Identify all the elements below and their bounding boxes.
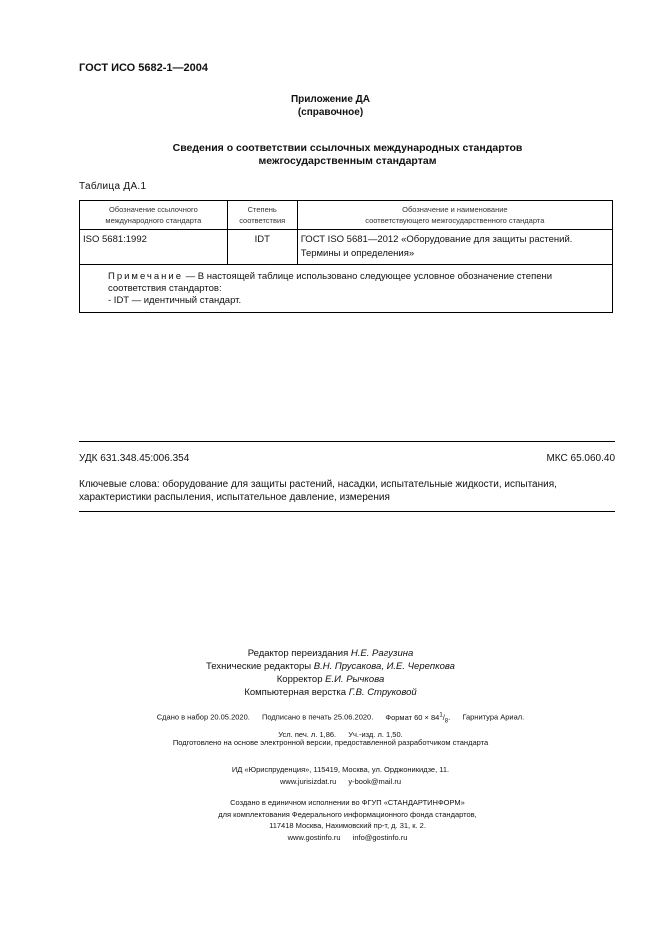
header-intl-line1: Обозначение ссылочного xyxy=(108,205,198,214)
print-info-line1 xyxy=(0,708,661,728)
credit-line xyxy=(0,673,661,686)
table-note-row xyxy=(80,265,613,313)
production-line3: 117418 Москва, Нахимовский пр-т, д. 31, к. 2. xyxy=(269,821,426,830)
print-format-num: 1 xyxy=(439,712,443,718)
credit-line xyxy=(0,660,661,673)
note-text: — В настоящей таблице использовано следующее условное обозначение степени соответствия стандартов: xyxy=(108,271,553,294)
production-line2: для комплектования Федерального информационного фонда стандартов, xyxy=(218,809,477,819)
header-national-standard xyxy=(297,201,612,230)
cell-degree: IDT xyxy=(227,230,297,265)
correspondence-table xyxy=(79,200,613,313)
print-info xyxy=(0,708,661,742)
print-sent: Сдано в набор 20.05.2020. xyxy=(156,712,250,722)
table-note xyxy=(80,265,613,313)
section-title-line2: межгосударственным стандартам xyxy=(258,155,437,167)
divider-top xyxy=(79,441,615,442)
production-contacts xyxy=(0,832,661,844)
annex-subtitle: (справочное) xyxy=(297,107,364,118)
note-paragraph xyxy=(83,271,609,295)
header-intl-line2: международного стандарта xyxy=(105,216,202,225)
production-site[interactable]: www.gostinfo.ru xyxy=(287,832,341,842)
keywords: Ключевые слова: оборудование для защиты растений, насадки, испытательные жидкости, испытания, характеристики распыления, испытательное давление, измерения xyxy=(79,479,557,503)
udk-code: УДК 631.348.45:006.354 xyxy=(79,453,190,464)
table-caption: Таблица ДА.1 xyxy=(79,181,147,192)
section-title xyxy=(0,142,661,168)
credit-names: Н.Е. Рагузина xyxy=(350,648,414,659)
print-format: Формат $60 \times 84^1/_8$. xyxy=(385,712,451,724)
publisher-email[interactable]: y-book@mail.ru xyxy=(348,777,401,786)
note-item: - IDT — идентичный стандарт. xyxy=(108,295,242,306)
section-title-line1: Сведения о соответствии ссылочных международных стандартов xyxy=(172,142,523,154)
print-format-prefix: Формат 60 × 84 xyxy=(385,712,440,722)
credit-names: В.Н. Прусакова, И.Е. Черепкова xyxy=(313,661,455,672)
divider-bottom xyxy=(79,511,615,512)
publisher-contacts xyxy=(0,776,661,788)
print-signed: Подписано в печать 25.06.2020. xyxy=(261,712,374,722)
credit-role: Компьютерная верстка xyxy=(244,687,349,698)
credit-role: Технические редакторы xyxy=(206,661,314,672)
cell-national-standard: ГОСТ ISO 5681—2012 «Оборудование для защиты растений. Термины и определения» xyxy=(297,230,612,265)
publisher-site[interactable]: www.jurisizdat.ru xyxy=(280,777,337,786)
print-font: Гарнитура Ариал. xyxy=(462,712,525,722)
publisher-address: ИД «Юриспруденция», 115419, Москва, ул. Орджоникидзе, 11. xyxy=(231,765,450,774)
print-format-den: 8 xyxy=(444,718,449,724)
header-degree-line2: соответствия xyxy=(239,216,286,225)
table-header-row xyxy=(80,201,613,230)
production-block xyxy=(0,797,661,843)
header-national-line1: Обозначение и наименование xyxy=(402,205,508,214)
print-sheets: Усл. печ. л. 1,86. xyxy=(278,730,337,739)
credit-names: Г.В. Струковой xyxy=(348,687,417,698)
publisher-block xyxy=(0,764,661,788)
prepared-note: Подготовлено на основе электронной версии, предоставленной разработчиком стандарта xyxy=(172,738,489,747)
cell-intl-standard: ISO 5681:1992 xyxy=(80,230,228,265)
credit-line xyxy=(0,686,661,699)
annex-heading xyxy=(0,93,661,119)
production-line1: Создано в единичном исполнении во ФГУП «СТАНДАРТИНФОРМ» xyxy=(230,798,465,807)
header-degree xyxy=(227,201,297,230)
credit-names: Е.И. Рычкова xyxy=(325,674,385,685)
document-code: ГОСТ ИСО 5682-1—2004 xyxy=(79,62,209,74)
header-degree-line1: Степень xyxy=(247,205,277,214)
credit-role: Корректор xyxy=(276,674,326,685)
production-email[interactable]: info@gostinfo.ru xyxy=(352,832,408,842)
table-row xyxy=(80,230,613,265)
header-intl-standard xyxy=(80,201,228,230)
mks-code: МКС 65.060.40 xyxy=(546,453,615,464)
annex-title: Приложение ДА xyxy=(290,94,371,105)
credits-block xyxy=(0,647,661,699)
print-pub-sheets: Уч.-изд. л. 1,50. xyxy=(348,730,403,739)
note-label: Примечание xyxy=(108,271,183,282)
header-national-line2: соответствующего межгосударственного стандарта xyxy=(365,216,545,225)
credit-line xyxy=(0,647,661,660)
credit-role: Редактор переиздания xyxy=(247,648,351,659)
